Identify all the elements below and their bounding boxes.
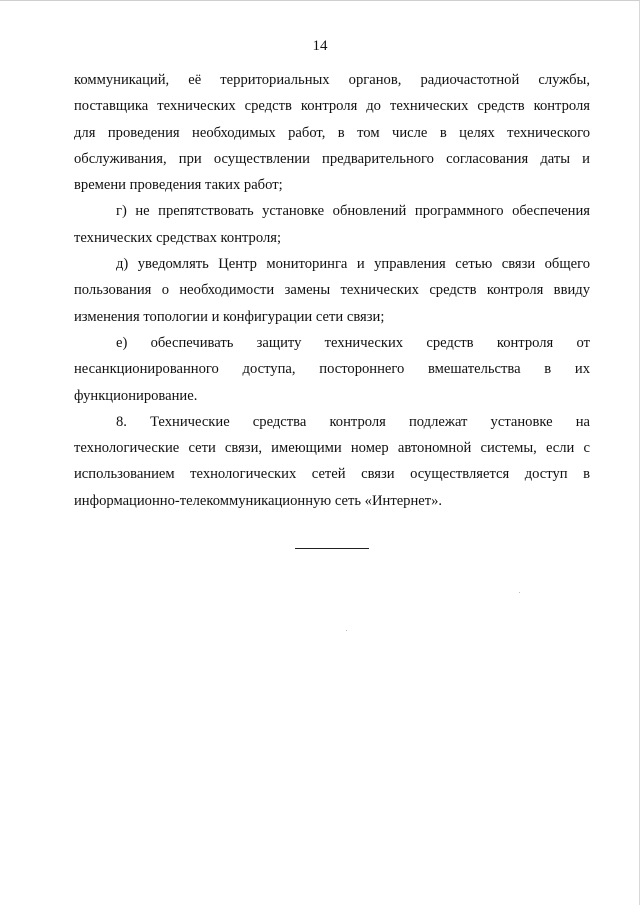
text-line: использованием технологических сетей связи осуществляется доступ в [74, 466, 590, 483]
text-line: технологические сети связи, имеющими номер автономной системы, если с [74, 440, 590, 457]
text-line: для проведения необходимых работ, в том числе в целях технического [74, 124, 590, 141]
text-line: времени проведения таких работ; [74, 177, 283, 194]
scan-speck [346, 630, 347, 631]
text-line: пользования о необходимости замены технических средств контроля ввиду [74, 282, 590, 299]
text-line: технических средствах контроля; [74, 229, 282, 246]
text-line: функционирование. [74, 387, 198, 404]
text-line: коммуникаций, её территориальных органов, радиочастотной службы, [74, 72, 590, 88]
text-line: несанкционированного доступа, постороннего вмешательства в их [74, 361, 590, 378]
text-line: обслуживания, при осуществлении предварительного согласования даты и [74, 150, 590, 167]
paragraph-8-line: 8. Технические средства контроля подлежат установке на [116, 413, 590, 430]
page-number: 14 [312, 38, 328, 54]
list-item-d-line: д) уведомлять Центр мониторинга и управления сетью связи общего [116, 256, 590, 273]
text-line: поставщика технических средств контроля до технических средств контроля [74, 98, 590, 115]
list-item-e-line: е) обеспечивать защиту технических средств контроля от [116, 334, 590, 351]
end-separator-line [295, 548, 369, 549]
list-item-g-line: г) не препятствовать установке обновлений программного обеспечения [116, 203, 590, 220]
text-line: изменения топологии и конфигурации сети связи; [74, 308, 385, 325]
scan-speck [519, 592, 520, 593]
text-line: информационно-телекоммуникационную сеть «Интернет». [74, 492, 443, 509]
document-body [74, 67, 590, 514]
